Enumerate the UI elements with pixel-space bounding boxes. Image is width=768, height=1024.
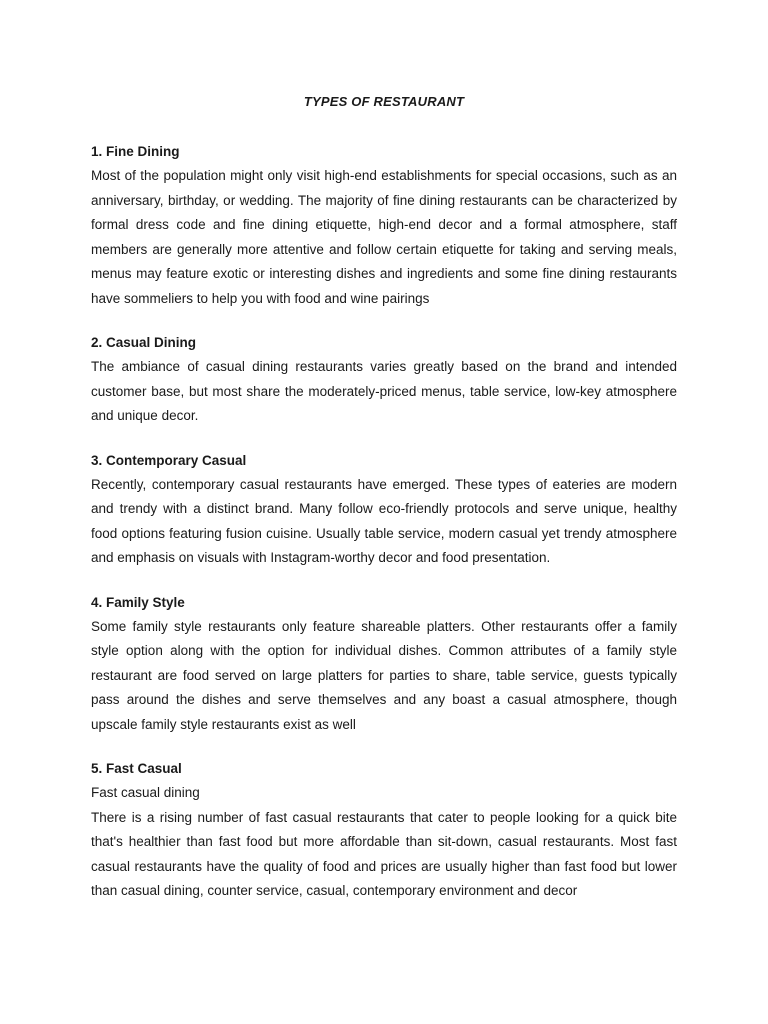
- section-heading: 2. Casual Dining: [91, 335, 197, 350]
- section-casual-dining: [91, 333, 677, 429]
- section-body: There is a rising number of fast casual restaurants that cater to people looking for a quick bite that's healthier than fast food but more affordable than sit-down, casual restaurants. Most fast casual restaurants have the quality of food and prices are usually higher than fast food but lower than casual dining, counter service, casual, contemporary environment and decor: [91, 809, 677, 898]
- section-fast-casual: [91, 759, 677, 904]
- section-heading: 4. Family Style: [91, 594, 185, 610]
- section-body: Some family style restaurants only feature shareable platters. Other restaurants offer a family style option along with the option for individual dishes. Common attributes of a family style restaurant are food served on large platters for parties to share, table service, guests typically pass around the dishes and serve themselves and any boast a casual atmosphere, though upscale family style restaurants exist as well: [91, 618, 677, 732]
- section-heading: 1. Fine Dining: [91, 144, 180, 159]
- section-body: Most of the population might only visit high-end establishments for special occasions, such as an anniversary, birthday, or wedding. The majority of fine dining restaurants can be characterized by formal dress code and fine dining etiquette, high-end decor and a formal atmosphere, staff members are generally more attentive and follow certain etiquette for taking and serving meals, menus may feature exotic or interesting dishes and ingredients and some fine dining restaurants have sommeliers to help you with food and wine pairings: [91, 168, 677, 306]
- section-body: Recently, contemporary casual restaurants have emerged. These types of eateries are modern and trendy with a distinct brand. Many follow eco-friendly protocols and serve unique, healthy food options featuring fusion cuisine. Usually table service, modern casual yet trendy atmosphere and emphasis on visuals with Instagram-worthy decor and food presentation.: [91, 476, 677, 565]
- document-content: [91, 92, 677, 904]
- section-subline: Fast casual dining: [91, 785, 200, 800]
- section-family-style: [91, 593, 677, 738]
- document-title: TYPES OF RESTAURANT: [303, 94, 465, 109]
- section-body: The ambiance of casual dining restaurants varies greatly based on the brand and intended customer base, but most share the moderately-priced menus, table service, low-key atmosphere and unique decor.: [91, 359, 677, 423]
- section-contemporary-casual: [91, 451, 677, 571]
- section-heading: 5. Fast Casual: [91, 761, 182, 776]
- section-fine-dining: [91, 142, 677, 311]
- section-heading: 3. Contemporary Casual: [91, 452, 247, 468]
